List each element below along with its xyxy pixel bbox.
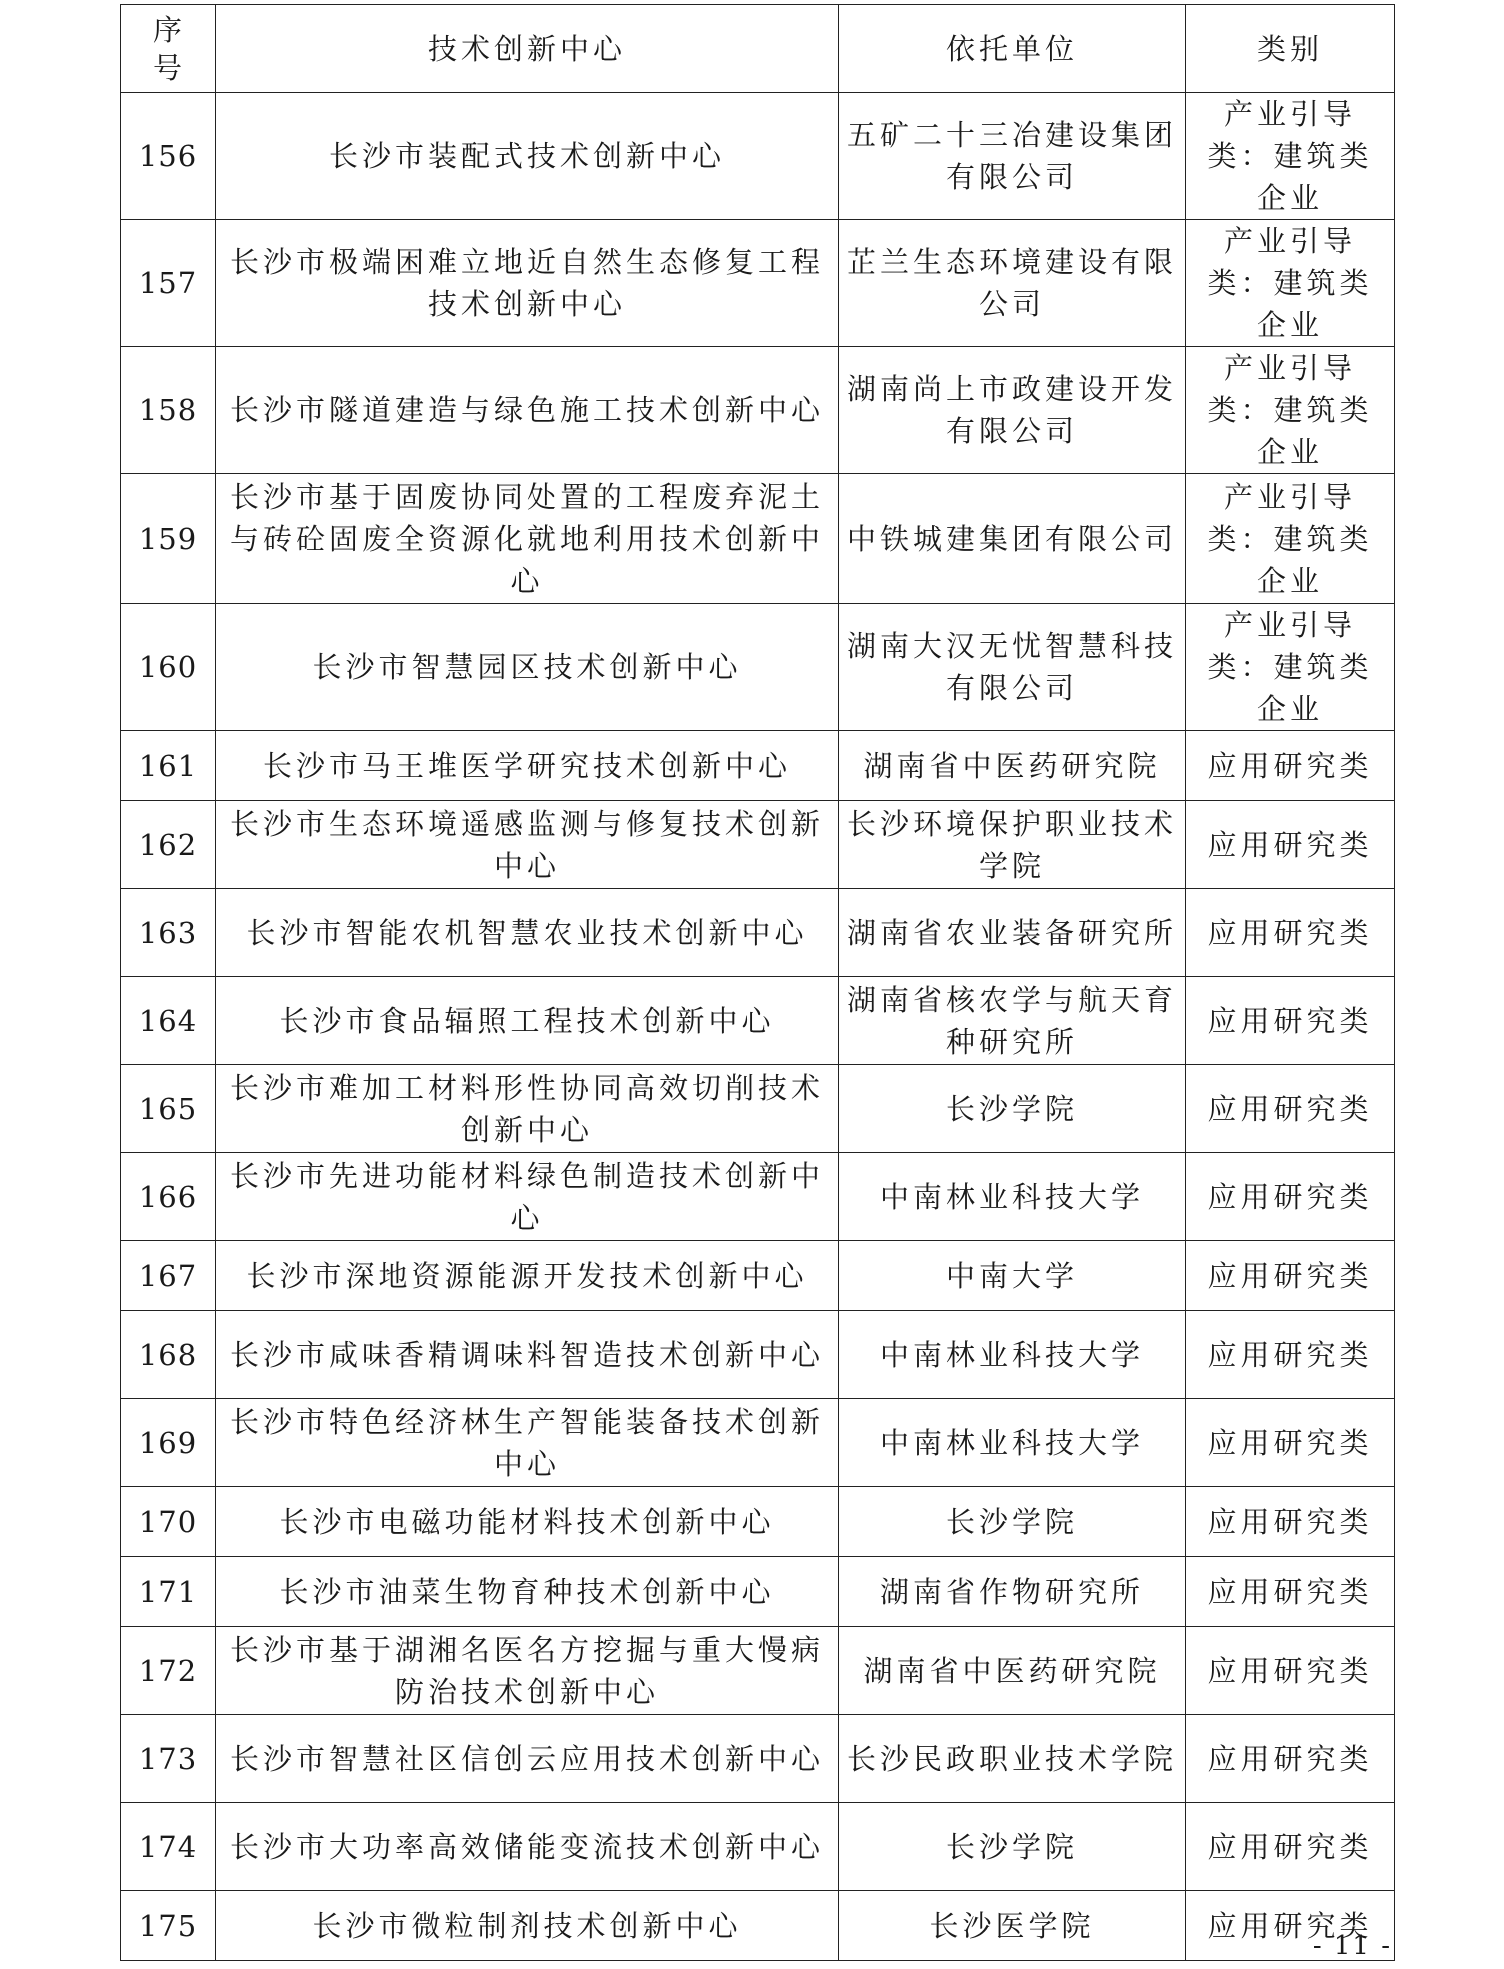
table-row <box>121 604 1395 731</box>
cell-no: 161 <box>121 731 216 801</box>
cell-unit: 芷兰生态环境建设有限公司 <box>839 220 1186 347</box>
table-row <box>121 1891 1395 1961</box>
cell-center: 长沙市难加工材料形性协同高效切削技术创新中心 <box>216 1065 839 1153</box>
cell-unit: 湖南大汉无忧智慧科技有限公司 <box>839 604 1186 731</box>
table-row <box>121 1803 1395 1891</box>
cell-no: 174 <box>121 1803 216 1891</box>
cell-no: 173 <box>121 1715 216 1803</box>
cell-center: 长沙市电磁功能材料技术创新中心 <box>216 1487 839 1557</box>
cell-center: 长沙市特色经济林生产智能装备技术创新中心 <box>216 1399 839 1487</box>
table-row <box>121 1153 1395 1241</box>
cell-unit: 长沙医学院 <box>839 1891 1186 1961</box>
cell-center: 长沙市基于湖湘名医名方挖掘与重大慢病防治技术创新中心 <box>216 1627 839 1715</box>
page-number: - 11 - <box>1312 1931 1392 1961</box>
table-row <box>121 1627 1395 1715</box>
cell-no: 160 <box>121 604 216 731</box>
table-row <box>121 1399 1395 1487</box>
cell-center: 长沙市智能农机智慧农业技术创新中心 <box>216 889 839 977</box>
table-header-row <box>121 5 1395 93</box>
cell-unit: 中南林业科技大学 <box>839 1399 1186 1487</box>
cell-unit: 湖南省中医药研究院 <box>839 1627 1186 1715</box>
cell-no: 169 <box>121 1399 216 1487</box>
cell-center: 长沙市咸味香精调味料智造技术创新中心 <box>216 1311 839 1399</box>
cell-category: 应用研究类 <box>1186 1557 1395 1627</box>
cell-category: 应用研究类 <box>1186 1715 1395 1803</box>
cell-unit: 中铁城建集团有限公司 <box>839 474 1186 604</box>
table-row <box>121 220 1395 347</box>
cell-no: 163 <box>121 889 216 977</box>
cell-unit: 湖南省核农学与航天育种研究所 <box>839 977 1186 1065</box>
table-row <box>121 1487 1395 1557</box>
cell-category: 应用研究类 <box>1186 1065 1395 1153</box>
cell-category: 产业引导类：建筑类企业 <box>1186 347 1395 474</box>
cell-unit: 五矿二十三冶建设集团有限公司 <box>839 93 1186 220</box>
table-body <box>121 93 1395 1961</box>
header-center: 技术创新中心 <box>216 5 839 93</box>
cell-category: 应用研究类 <box>1186 801 1395 889</box>
cell-category: 应用研究类 <box>1186 1311 1395 1399</box>
cell-center: 长沙市极端困难立地近自然生态修复工程技术创新中心 <box>216 220 839 347</box>
cell-center: 长沙市油菜生物育种技术创新中心 <box>216 1557 839 1627</box>
cell-no: 156 <box>121 93 216 220</box>
cell-category: 应用研究类 <box>1186 731 1395 801</box>
cell-category: 应用研究类 <box>1186 1627 1395 1715</box>
cell-center: 长沙市基于固废协同处置的工程废弃泥土与砖砼固废全资源化就地利用技术创新中心 <box>216 474 839 604</box>
cell-center: 长沙市深地资源能源开发技术创新中心 <box>216 1241 839 1311</box>
cell-category: 产业引导类：建筑类企业 <box>1186 220 1395 347</box>
cell-no: 175 <box>121 1891 216 1961</box>
table-row <box>121 731 1395 801</box>
cell-category: 应用研究类 <box>1186 1487 1395 1557</box>
cell-center: 长沙市马王堆医学研究技术创新中心 <box>216 731 839 801</box>
cell-category: 应用研究类 <box>1186 1399 1395 1487</box>
cell-center: 长沙市智慧园区技术创新中心 <box>216 604 839 731</box>
table-row <box>121 977 1395 1065</box>
cell-center: 长沙市生态环境遥感监测与修复技术创新中心 <box>216 801 839 889</box>
cell-category: 应用研究类 <box>1186 889 1395 977</box>
cell-category: 应用研究类 <box>1186 1241 1395 1311</box>
cell-no: 171 <box>121 1557 216 1627</box>
table-row <box>121 889 1395 977</box>
table-row <box>121 347 1395 474</box>
table-row <box>121 1311 1395 1399</box>
cell-center: 长沙市装配式技术创新中心 <box>216 93 839 220</box>
cell-unit: 湖南省中医药研究院 <box>839 731 1186 801</box>
cell-center: 长沙市食品辐照工程技术创新中心 <box>216 977 839 1065</box>
cell-no: 170 <box>121 1487 216 1557</box>
cell-no: 165 <box>121 1065 216 1153</box>
header-unit: 依托单位 <box>839 5 1186 93</box>
cell-category: 应用研究类 <box>1186 1803 1395 1891</box>
header-no: 序号 <box>121 5 216 93</box>
cell-no: 162 <box>121 801 216 889</box>
table-row <box>121 93 1395 220</box>
cell-category: 应用研究类 <box>1186 977 1395 1065</box>
cell-no: 157 <box>121 220 216 347</box>
cell-no: 158 <box>121 347 216 474</box>
cell-unit: 湖南尚上市政建设开发有限公司 <box>839 347 1186 474</box>
cell-no: 167 <box>121 1241 216 1311</box>
header-category: 类别 <box>1186 5 1395 93</box>
table-row <box>121 1715 1395 1803</box>
cell-no: 172 <box>121 1627 216 1715</box>
cell-unit: 中南林业科技大学 <box>839 1153 1186 1241</box>
table-row <box>121 1065 1395 1153</box>
centers-table <box>120 4 1395 1961</box>
cell-unit: 长沙民政职业技术学院 <box>839 1715 1186 1803</box>
cell-unit: 中南大学 <box>839 1241 1186 1311</box>
cell-category: 产业引导类：建筑类企业 <box>1186 93 1395 220</box>
cell-no: 168 <box>121 1311 216 1399</box>
cell-center: 长沙市智慧社区信创云应用技术创新中心 <box>216 1715 839 1803</box>
cell-unit: 长沙学院 <box>839 1487 1186 1557</box>
table-row <box>121 1241 1395 1311</box>
cell-center: 长沙市大功率高效储能变流技术创新中心 <box>216 1803 839 1891</box>
cell-unit: 湖南省作物研究所 <box>839 1557 1186 1627</box>
cell-category: 产业引导类：建筑类企业 <box>1186 474 1395 604</box>
table-row <box>121 801 1395 889</box>
cell-no: 159 <box>121 474 216 604</box>
cell-unit: 长沙学院 <box>839 1065 1186 1153</box>
cell-center: 长沙市隧道建造与绿色施工技术创新中心 <box>216 347 839 474</box>
table-row <box>121 1557 1395 1627</box>
cell-center: 长沙市先进功能材料绿色制造技术创新中心 <box>216 1153 839 1241</box>
cell-center: 长沙市微粒制剂技术创新中心 <box>216 1891 839 1961</box>
cell-category: 应用研究类 <box>1186 1891 1395 1961</box>
cell-category: 应用研究类 <box>1186 1153 1395 1241</box>
table-row <box>121 474 1395 604</box>
cell-category: 产业引导类：建筑类企业 <box>1186 604 1395 731</box>
cell-unit: 长沙环境保护职业技术学院 <box>839 801 1186 889</box>
cell-no: 164 <box>121 977 216 1065</box>
cell-unit: 中南林业科技大学 <box>839 1311 1186 1399</box>
cell-unit: 湖南省农业装备研究所 <box>839 889 1186 977</box>
cell-no: 166 <box>121 1153 216 1241</box>
cell-unit: 长沙学院 <box>839 1803 1186 1891</box>
